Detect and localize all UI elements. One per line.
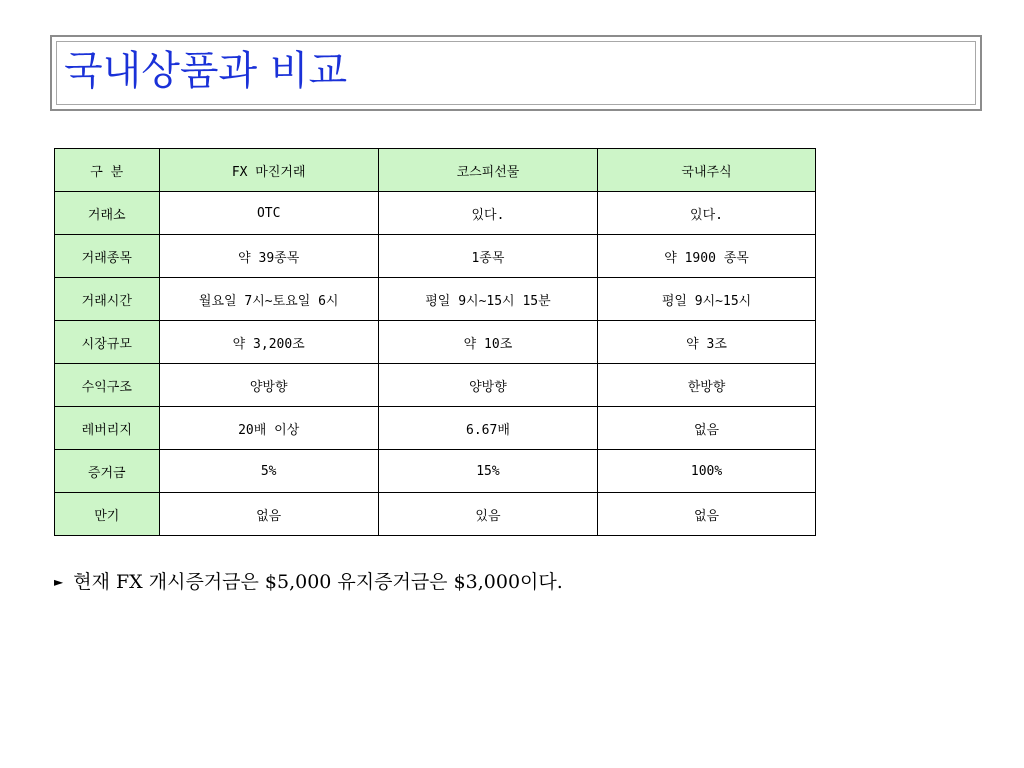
row-label: 거래시간 bbox=[55, 278, 160, 321]
table-cell: 100% bbox=[598, 450, 816, 493]
table-row bbox=[55, 321, 816, 364]
row-label: 레버리지 bbox=[55, 407, 160, 450]
slide-title: 국내상품과 비교 bbox=[64, 48, 348, 94]
table-row bbox=[55, 450, 816, 493]
row-label: 거래소 bbox=[55, 192, 160, 235]
table-row bbox=[55, 192, 816, 235]
table-cell: 양방향 bbox=[378, 364, 597, 407]
table-cell: 평일 9시~15시 bbox=[598, 278, 816, 321]
table-row bbox=[55, 493, 816, 536]
table-cell: 한방향 bbox=[598, 364, 816, 407]
table-cell: 약 10조 bbox=[378, 321, 597, 364]
footnote bbox=[54, 569, 563, 595]
table-row bbox=[55, 364, 816, 407]
table-cell: 있다. bbox=[598, 192, 816, 235]
row-label: 만기 bbox=[55, 493, 160, 536]
header-cell-kospi-futures: 코스피선물 bbox=[378, 149, 597, 192]
table-row bbox=[55, 407, 816, 450]
table-cell: OTC bbox=[159, 192, 378, 235]
header-cell-category: 구 분 bbox=[55, 149, 160, 192]
table-header-row bbox=[55, 149, 816, 192]
bullet-arrow-icon: ► bbox=[54, 575, 64, 589]
table-cell: 약 3조 bbox=[598, 321, 816, 364]
row-label: 수익구조 bbox=[55, 364, 160, 407]
table-cell: 20배 이상 bbox=[159, 407, 378, 450]
table-cell: 월요일 7시~토요일 6시 bbox=[159, 278, 378, 321]
row-label: 시장규모 bbox=[55, 321, 160, 364]
table-cell: 없음 bbox=[159, 493, 378, 536]
table-cell: 있음 bbox=[378, 493, 597, 536]
table-cell: 양방향 bbox=[159, 364, 378, 407]
table-cell: 6.67배 bbox=[378, 407, 597, 450]
header-cell-domestic-stocks: 국내주식 bbox=[598, 149, 816, 192]
table-cell: 있다. bbox=[378, 192, 597, 235]
table-cell: 약 39종목 bbox=[159, 235, 378, 278]
table-cell: 약 3,200조 bbox=[159, 321, 378, 364]
table-row bbox=[55, 235, 816, 278]
table-row bbox=[55, 278, 816, 321]
table-cell: 평일 9시~15시 15분 bbox=[378, 278, 597, 321]
table-cell: 5% bbox=[159, 450, 378, 493]
table-cell: 15% bbox=[378, 450, 597, 493]
table-cell: 약 1900 종목 bbox=[598, 235, 816, 278]
footnote-text: 현재 FX 개시증거금은 $5,000 유지증거금은 $3,000이다. bbox=[73, 571, 563, 593]
comparison-table bbox=[54, 148, 816, 536]
title-box bbox=[50, 35, 982, 111]
row-label: 증거금 bbox=[55, 450, 160, 493]
header-cell-fx-margin: FX 마진거래 bbox=[159, 149, 378, 192]
table-cell: 없음 bbox=[598, 493, 816, 536]
table-cell: 없음 bbox=[598, 407, 816, 450]
table-cell: 1종목 bbox=[378, 235, 597, 278]
row-label: 거래종목 bbox=[55, 235, 160, 278]
